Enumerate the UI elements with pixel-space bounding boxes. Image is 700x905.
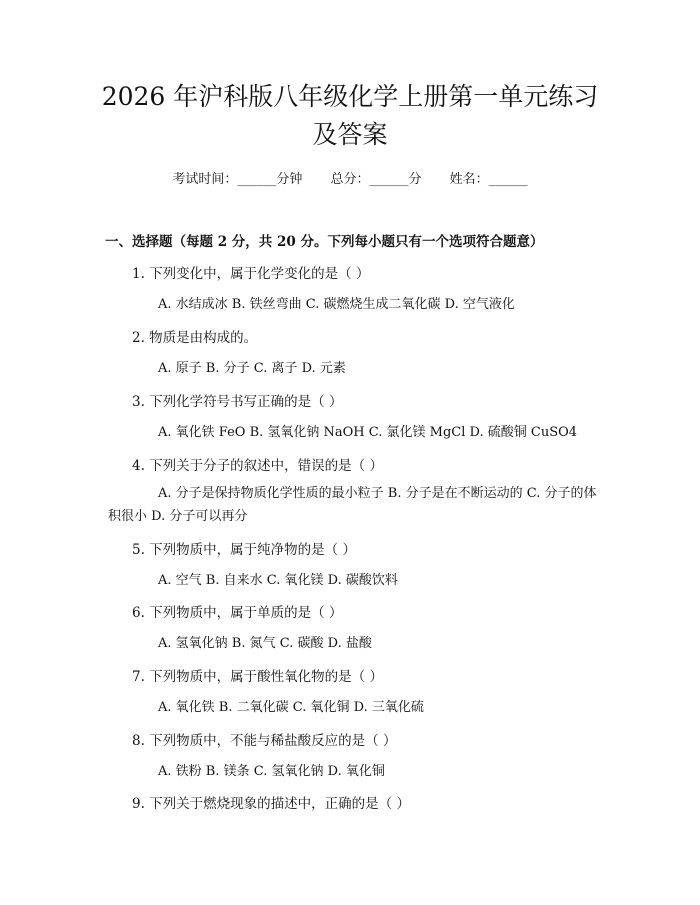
question-5: 5. 下列物质中，属于纯净物的是（ ） xyxy=(132,542,356,558)
question-3-options: A. 氧化铁 FeO B. 氢氧化钠 NaOH C. 氯化镁 MgCl D. 硫酸铜 CuSO4 xyxy=(158,425,578,440)
question-2-options: A. 原子 B. 分子 C. 离子 D. 元素 xyxy=(158,361,346,376)
question-2: 2. 物质是由构成的。 xyxy=(132,330,258,346)
section-heading: 一、选择题（每题 2 分，共 20 分。下列每小题只有一个选项符合题意） xyxy=(105,234,544,250)
question-4-options: A. 分子是保持物质化学性质的最小粒子 B. 分子是在不断运动的 C. 分子的体积很小 D. 分子可以再分 xyxy=(108,486,597,524)
question-1-options: A. 水结成冰 B. 铁丝弯曲 C. 碳燃烧生成二氧化碳 D. 空气液化 xyxy=(158,297,515,312)
question-7: 7. 下列物质中，属于酸性氧化物的是（ ） xyxy=(132,669,383,685)
exam-total-score: 总分：______分 xyxy=(330,172,422,187)
student-name: 姓名：______ xyxy=(449,172,528,187)
question-8: 8. 下列物质中，不能与稀盐酸反应的是（ ） xyxy=(132,733,397,749)
question-7-options: A. 氧化铁 B. 二氧化碳 C. 氧化铜 D. 三氧化硫 xyxy=(158,700,424,715)
document-title xyxy=(60,78,640,154)
question-1: 1. 下列变化中，属于化学变化的是（ ） xyxy=(132,266,370,282)
exam-time: 考试时间：______分钟 xyxy=(172,172,303,187)
question-6-options: A. 氢氧化钠 B. 氮气 C. 碳酸 D. 盐酸 xyxy=(158,636,372,651)
title-line-1: 2026 年沪科版八年级化学上册第一单元练习 xyxy=(101,82,599,111)
question-4: 4. 下列关于分子的叙述中，错误的是（ ） xyxy=(132,458,383,474)
question-3: 3. 下列化学符号书写正确的是（ ） xyxy=(132,394,343,410)
title-line-2: 及答案 xyxy=(312,120,388,149)
question-5-options: A. 空气 B. 自来水 C. 氧化镁 D. 碳酸饮料 xyxy=(158,573,398,588)
question-6: 6. 下列物质中，属于单质的是（ ） xyxy=(132,605,343,621)
question-9: 9. 下列关于燃烧现象的描述中，正确的是（ ） xyxy=(132,796,410,812)
question-8-options: A. 铁粉 B. 镁条 C. 氢氧化钠 D. 氧化铜 xyxy=(158,764,385,779)
exam-meta xyxy=(0,168,700,187)
